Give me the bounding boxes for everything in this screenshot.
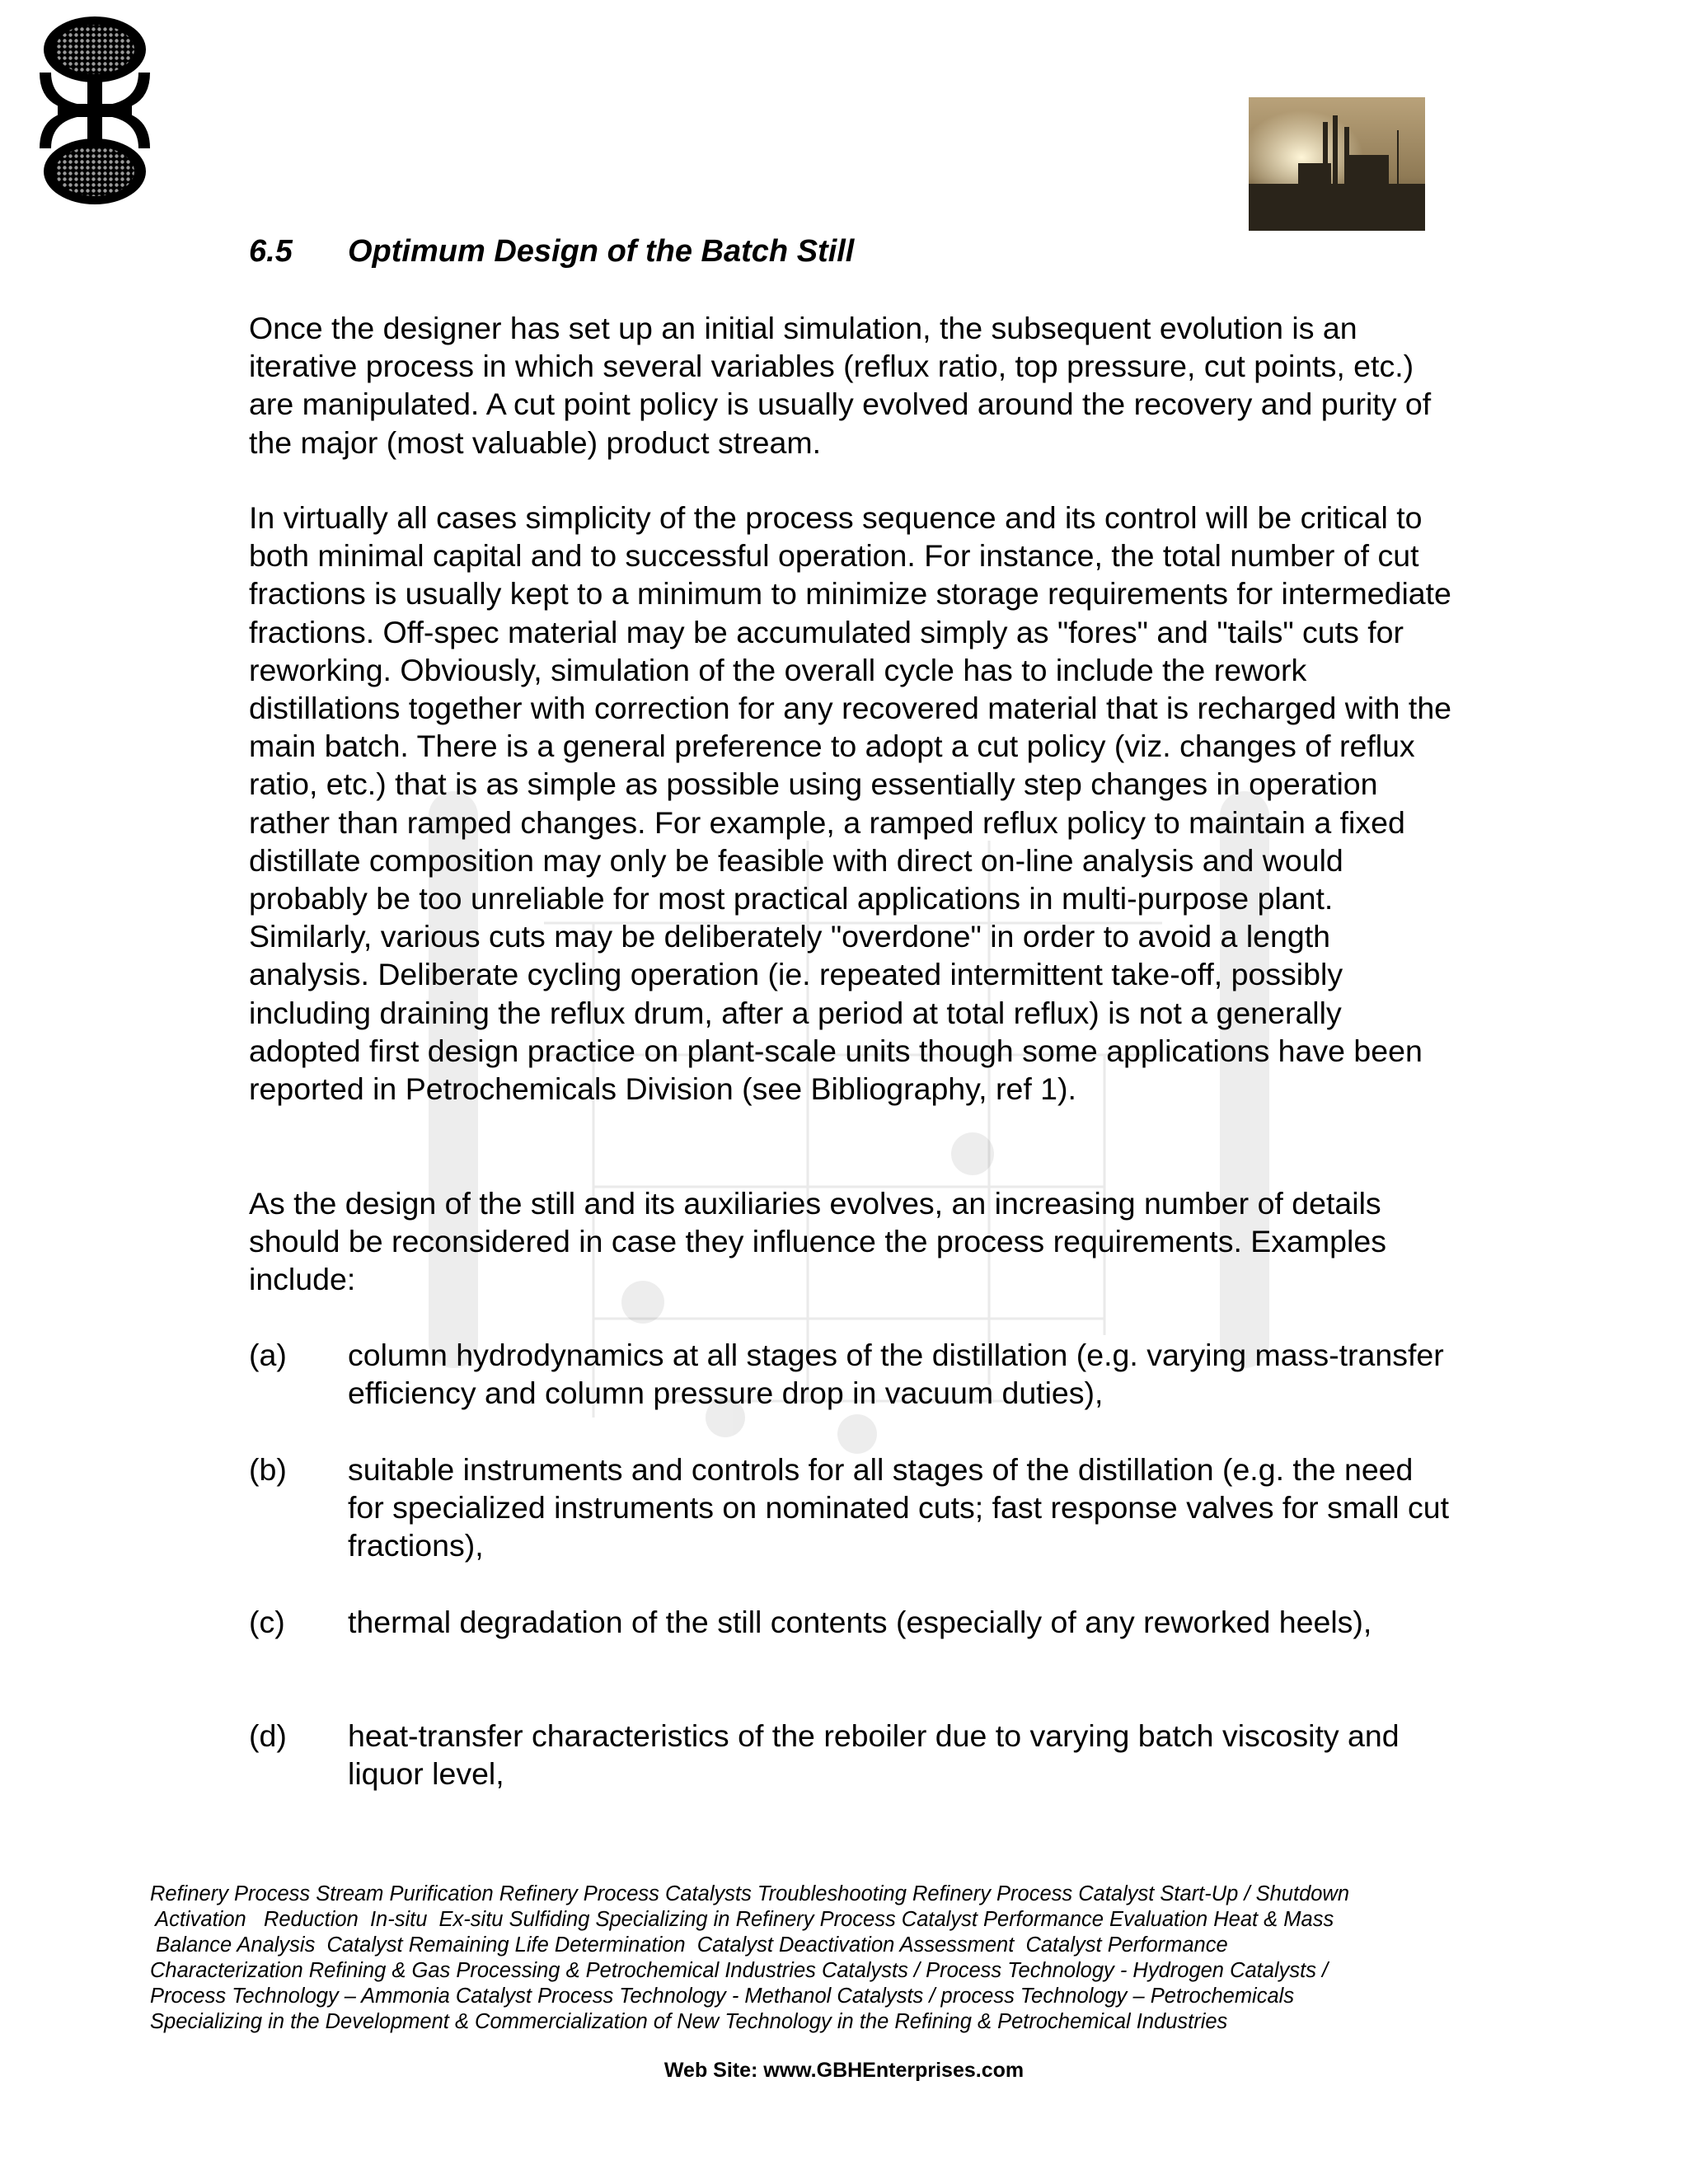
footer-line: Process Technology – Ammonia Catalyst Process Technology - Methanol Catalysts / process Technology – Petrochemicals xyxy=(150,1985,1295,2008)
footer-line: Specializing in the Development & Commercialization of New Technology in the Refining & Petrochemical Industries xyxy=(150,2010,1228,2033)
paragraph: In virtually all cases simplicity of the process sequence and its control will be critical to both minimal capital and to successful operation. For instance, the total number of cut fractions is usually kept to a minimum to minimize storage requirements for intermediate fractions. Off-spec material may be accumulated simply as "fores" and "tails" cuts for reworking. Obviously, simulation of the overall cycle has to include the rework distillations together with correction for any recovered material that is recharged with the main batch. There is a general preference to adopt a cut policy (viz. changes of reflux ratio, etc.) that is as simple as possible using essentially step changes in operation rather than ramped changes. For example, a ramped reflux policy to maintain a fixed distillate composition may only be feasible with direct on-line analysis and would probably be too unreliable for most practical applications in multi-purpose plant. Similarly, various cuts may be deliberately "overdone" in order to avoid a length analysis. Deliberate cycling operation (ie. repeated intermittent take-off, possibly including draining the reflux drum, after a period at total reflux) is not a generally adopted first design practice on plant-scale units though some applications have been reported in Petrochemicals Division (see Bibliography, ref 1). xyxy=(249,500,1452,1107)
refinery-photo xyxy=(1249,97,1425,231)
company-logo xyxy=(33,15,157,206)
list-item-label: (a) xyxy=(249,1338,287,1372)
list-item-text: thermal degradation of the still contents (especially of any reworked heels), xyxy=(348,1605,1372,1639)
footer-services xyxy=(150,1882,1419,2035)
list-item-text: column hydrodynamics at all stages of the distillation (e.g. varying mass-transfer efficiency and column pressure drop in vacuum duties), xyxy=(348,1338,1444,1411)
paragraph: Once the designer has set up an initial simulation, the subsequent evolution is an iterative process in which several variables (reflux ratio, top pressure, cut points, etc.) are manipulated. A cut point policy is usually evolved around the recovery and purity of the major (most valuable) product stream. xyxy=(249,311,1432,460)
paragraph: As the design of the still and its auxiliaries evolves, an increasing number of details should be reconsidered in case they influence the process requirements. Examples include: xyxy=(249,1186,1386,1297)
footer-line: Characterization Refining & Gas Processing & Petrochemical Industries Catalysts / Process Technology - Hydrogen Catalysts / xyxy=(150,1959,1329,1982)
website-link[interactable]: Web Site: www.GBHEnterprises.com xyxy=(663,2059,1025,2082)
list-item-text: suitable instruments and controls for all stages of the distillation (e.g. the need for specialized instruments on nominated cuts; fast response valves for small cut fractions), xyxy=(348,1452,1450,1563)
list-item-label: (d) xyxy=(249,1718,287,1753)
list-item-label: (b) xyxy=(249,1452,287,1487)
section-heading xyxy=(249,232,1485,270)
section-number: 6.5 xyxy=(249,234,293,269)
footer-line: Balance Analysis Catalyst Remaining Life Determination Catalyst Deactivation Assessment Catalyst Performance xyxy=(150,1933,1228,1957)
section-title: Optimum Design of the Batch Still xyxy=(348,234,855,269)
footer-line: Activation Reduction In-situ Ex-situ Sulfiding Specializing in Refinery Process Catalyst Performance Evaluation Heat & Mass xyxy=(150,1908,1334,1931)
footer-line: Refinery Process Stream Purification Refinery Process Catalysts Troubleshooting Refinery Process Catalyst Start-Up / Shutdown xyxy=(150,1882,1350,1905)
list-item-text: heat-transfer characteristics of the reboiler due to varying batch viscosity and liquor level, xyxy=(348,1718,1400,1792)
list-item-label: (c) xyxy=(249,1605,285,1639)
